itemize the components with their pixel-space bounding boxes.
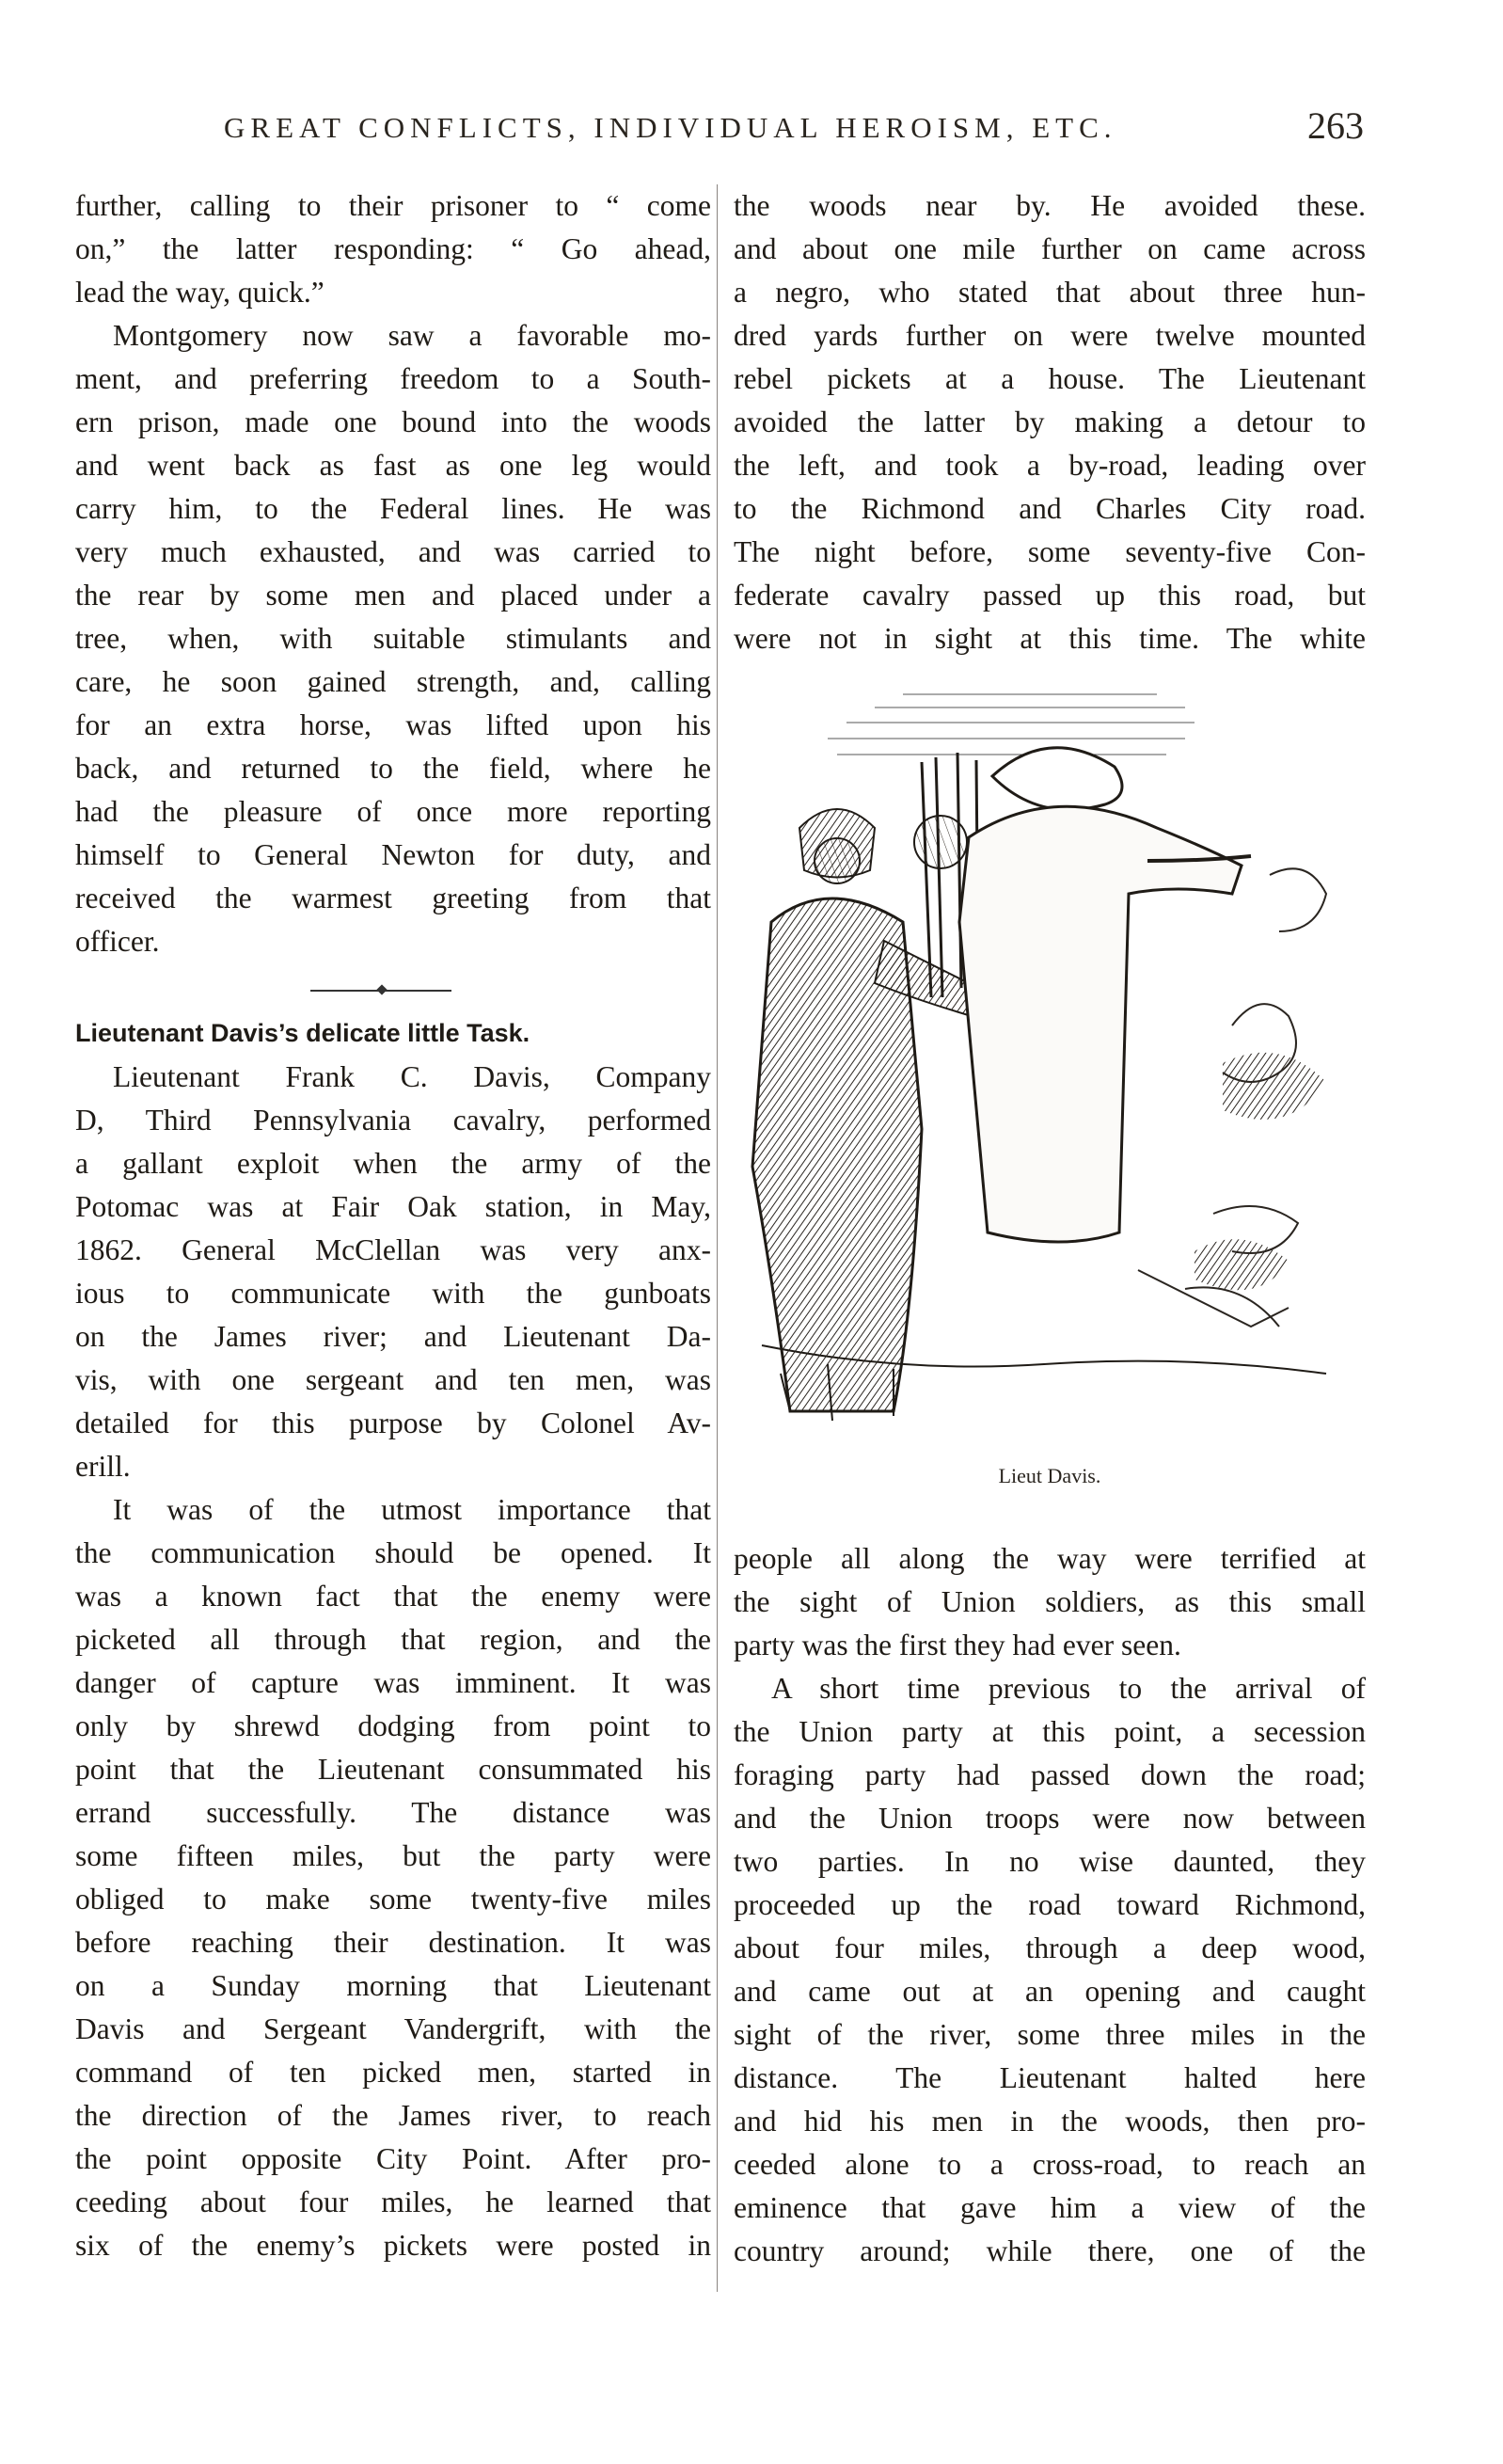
text-line: the sight of Union soldiers, as this small [734,1585,1366,1618]
text-line: six of the enemy’s pickets were posted in [75,2229,711,2262]
text-line: errand successfully. The distance was [75,1796,711,1829]
text-line: was a known fact that the enemy were [75,1580,711,1613]
text-line: and about one mile further on came across [734,232,1366,265]
text-line: on the James river; and Lieutenant Da- [75,1320,711,1353]
text-line: ceeded alone to a cross-road, to reach an [734,2148,1366,2181]
page-header [224,103,1364,160]
text-line: the direction of the James river, to reach [75,2099,711,2132]
text-line: vis, with one sergeant and ten men, was [75,1363,711,1396]
text-line: had the pleasure of once more reporting [75,795,711,828]
text-line: eminence that gave him a view of the [734,2191,1366,2224]
text-line: two parties. In no wise daunted, they [734,1845,1366,1878]
text-line: erill. [75,1450,131,1483]
text-line: sight of the river, some three miles in the [734,2018,1366,2051]
text-line: the rear by some men and placed under a [75,579,711,612]
text-line: received the warmest greeting from that [75,882,711,914]
text-line: for an extra horse, was lifted upon his [75,708,711,741]
text-line: point that the Lieutenant consummated his [75,1753,711,1786]
text-line: federate cavalry passed up this road, but [734,579,1366,612]
text-line: some fifteen miles, but the party were [75,1839,711,1872]
text-line: the woods near by. He avoided these. [734,189,1366,222]
text-line: party was the first they had ever seen. [734,1629,1181,1661]
text-line: ious to communicate with the gunboats [75,1277,711,1310]
text-line: before reaching their destination. It was [75,1926,711,1959]
text-line: D, Third Pennsylvania cavalry, performed [75,1104,711,1137]
text-line: and hid his men in the woods, then pro- [734,2105,1366,2138]
text-line: ment, and preferring freedom to a South- [75,362,711,395]
text-line: carry him, to the Federal lines. He was [75,492,711,525]
text-line: and the Union troops were now between [734,1802,1366,1835]
text-line: It was of the utmost importance that [113,1493,711,1526]
text-line: distance. The Lieutenant halted here [734,2061,1366,2094]
text-line: about four miles, through a deep wood, [734,1931,1366,1964]
text-line: care, he soon gained strength, and, calling [75,665,711,698]
text-line: officer. [75,925,160,958]
text-line: a negro, who stated that about three hun- [734,276,1366,309]
text-line: picketed all through that region, and the [75,1623,711,1656]
text-line: 1862. General McClellan was very anx- [75,1233,711,1266]
section-heading: Lieutenant Davis’s delicate little Task. [75,1019,530,1047]
text-line: Davis and Sergeant Vandergrift, with the [75,2012,711,2045]
text-line: avoided the latter by making a detour to [734,405,1366,438]
text-line: very much exhausted, and was carried to [75,535,711,568]
page-number: 263 [1307,104,1364,147]
text-line: the communication should be opened. It [75,1536,711,1569]
text-line: country around; while there, one of the [734,2234,1366,2267]
running-title: GREAT CONFLICTS, INDIVIDUAL HEROISM, ETC. [224,111,1117,144]
text-line: only by shrewd dodging from point to [75,1709,711,1742]
right-column-top [734,184,1366,660]
text-line: to the Richmond and Charles City road. [734,492,1366,525]
text-line: further, calling to their prisoner to “ come [75,189,711,222]
text-line: danger of capture was imminent. It was [75,1666,711,1699]
column-divider [717,184,718,2292]
text-line: detailed for this purpose by Colonel Av- [75,1407,711,1439]
engraving-illustration [743,687,1354,1458]
text-line: and went back as fast as one leg would [75,449,711,482]
text-line: The night before, some seventy-five Con- [734,535,1366,568]
text-line: proceeded up the road toward Richmond, [734,1888,1366,1921]
text-line: obliged to make some twenty-five miles [75,1883,711,1916]
text-line: foraging party had passed down the road; [734,1758,1366,1791]
text-line: back, and returned to the field, where he [75,752,711,785]
text-line: and came out at an opening and caught [734,1975,1366,2008]
text-line: dred yards further on were twelve mounted [734,319,1366,352]
text-line: rebel pickets at a house. The Lieutenant [734,362,1366,395]
text-line: a gallant exploit when the army of the [75,1147,711,1180]
text-line: himself to General Newton for duty, and [75,838,711,871]
text-line: were not in sight at this time. The white [734,622,1366,655]
text-line: ceeding about four miles, he learned that [75,2186,711,2218]
text-line: command of ten picked men, started in [75,2056,711,2089]
text-line: people all along the way were terrified at [734,1542,1366,1575]
text-line: Potomac was at Fair Oak station, in May, [75,1190,711,1223]
illustration-caption: Lieut Davis. [998,1464,1101,1487]
text-line: ern prison, made one bound into the woods [75,405,711,438]
text-line: the point opposite City Point. After pro- [75,2142,711,2175]
text-line: Lieutenant Frank C. Davis, Company [113,1060,711,1093]
text-line: on,” the latter responding: “ Go ahead, [75,232,711,265]
right-column-bottom [734,1537,1366,2273]
text-line: tree, when, with suitable stimulants and [75,622,711,655]
text-line: the left, and took a by-road, leading over [734,449,1366,482]
section-separator [75,963,711,1007]
text-line: the Union party at this point, a secession [734,1715,1366,1748]
text-line: A short time previous to the arrival of [771,1672,1366,1705]
text-line: on a Sunday morning that Lieutenant [75,1969,711,2002]
left-column [75,184,711,2267]
text-line: lead the way, quick.” [75,276,324,309]
text-line: Montgomery now saw a favorable mo- [113,319,711,352]
